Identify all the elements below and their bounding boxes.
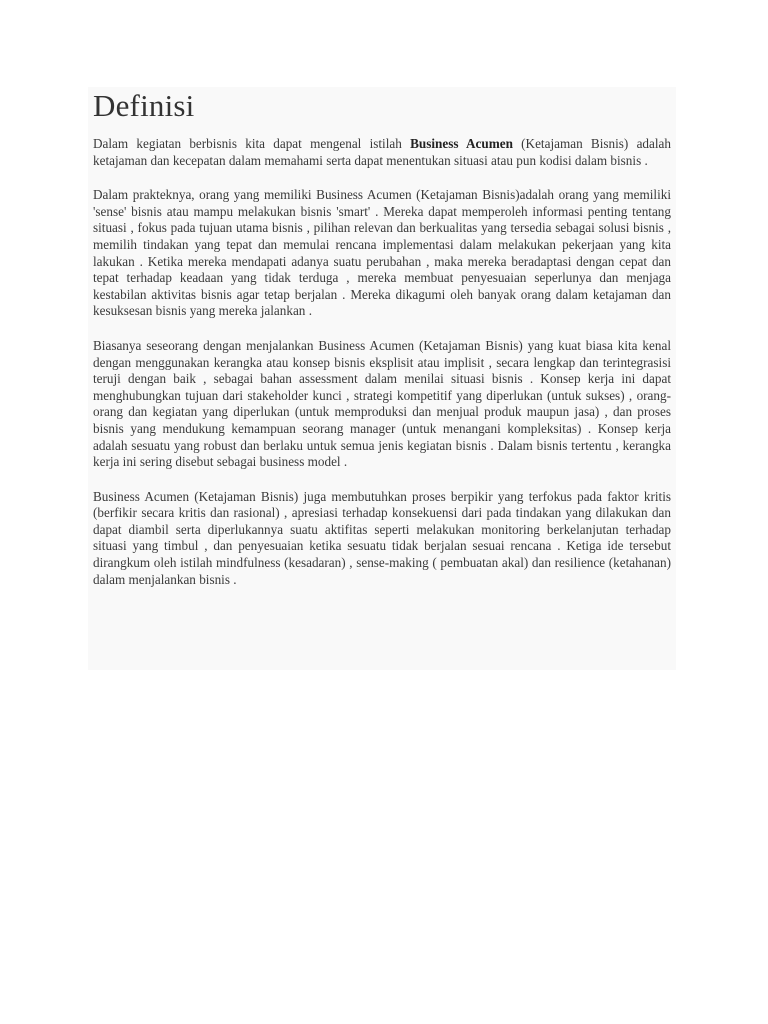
paragraph-1-after: (Ketajaman Bisnis) adalah ketajaman dan kecepatan dalam memahami serta dapat menentukan situasi atau pun kodisi dalam bisnis . <box>93 136 671 168</box>
paragraph-2: Dalam prakteknya, orang yang memiliki Business Acumen (Ketajaman Bisnis)adalah orang yang memiliki 'sense' bisnis atau mampu melakukan bisnis 'smart' . Mereka dapat memperoleh informasi penting tentang situasi , fokus pada tujuan utama bisnis , pilihan relevan dan berkualitas yang tersedia sebagai solusi bisnis , memilih tindakan yang tepat dan memulai rencana implementasi dalam melakukan pekerjaan yang kita lakukan . Ketika mereka mendapati adanya suatu perubahan , maka mereka beradaptasi dengan cepat dan tepat terhadap keadaan yang tidak terduga , mereka membuat penyesuaian seperlunya dan menjaga kestabilan aktivitas bisnis agar tetap berjalan . Mereka dikagumi oleh banyak orang dalam ketajaman dan kesuksesan bisnis yang mereka jalankan . <box>93 187 671 319</box>
content-inner <box>93 87 671 587</box>
paragraph-4: Business Acumen (Ketajaman Bisnis) juga membutuhkan proses berpikir yang terfokus pada faktor kritis (berfikir secara kritis dan rasional) , apresiasi terhadap konsekuensi dari pada tindakan yang dilakukan dan dapat diambil serta diperlukannya suatu aktifitas seperti melakukan monitoring berkelanjutan terhadap situasi yang timbul , dan penyesuaian ketika sesuatu tidak berjalan sesuai rencana . Ketiga ide tersebut dirangkum oleh istilah mindfulness (kesadaran) , sense-making ( pembuatan akal) dan resilience (ketahanan) dalam menjalankan bisnis . <box>93 488 671 587</box>
paragraph-1 <box>93 136 671 169</box>
paragraph-1-before: Dalam kegiatan berbisnis kita dapat mengenal istilah <box>93 136 411 151</box>
paragraph-list <box>93 136 671 606</box>
content-box <box>88 87 676 670</box>
paragraph-1-bold-term: Business Acumen <box>410 136 513 151</box>
paragraph-3: Biasanya seseorang dengan menjalankan Business Acumen (Ketajaman Bisnis) yang kuat biasa kita kenal dengan menggunakan kerangka atau konsep bisnis eksplisit atau implisit , secara lengkap dan terintegrasisi teruji dengan baik , sebagai bahan assessment dalam menilai situasi bisnis . Konsep kerja ini dapat menghubungkan tujuan dari stakeholder kunci , strategi kompetitif yang diperlukan (untuk sukses) , orang-orang dan kegiatan yang diperlukan (untuk memproduksi dan menjual produk maupun jasa) , dan proses bisnis yang mendukung kemampuan seorang manager (untuk menangani kompleksitas) . Konsep kerja adalah sesuatu yang robust dan berlaku untuk semua jenis kegiatan bisnis . Dalam bisnis tertentu , kerangka kerja ini sering disebut sebagai business model . <box>93 337 671 470</box>
page-title: Definisi <box>93 88 195 123</box>
